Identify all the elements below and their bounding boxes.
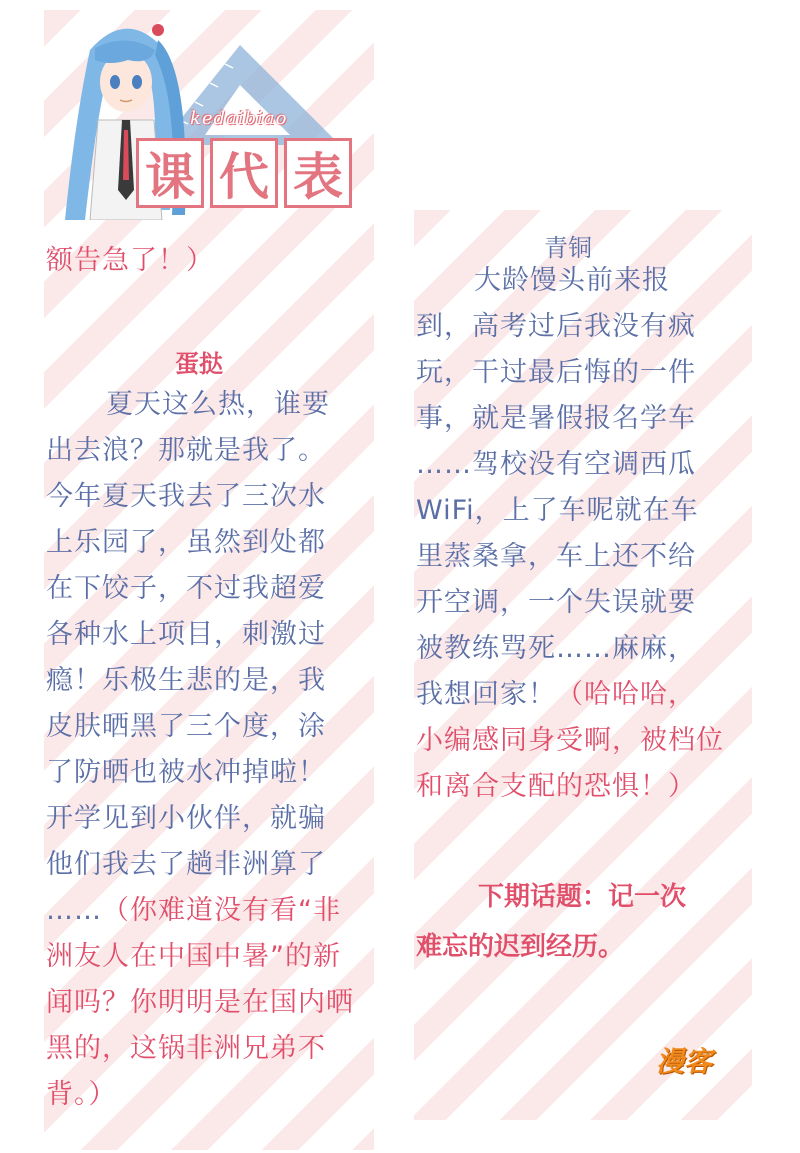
author-name: 蛋挞: [175, 350, 223, 378]
text-line: 瘾！乐极生悲的是，我: [46, 665, 326, 696]
text-line: 玩，干过最后悔的一件: [416, 357, 696, 388]
text-line: 在下饺子，不过我超爱: [46, 573, 326, 604]
title-char: 代: [210, 138, 278, 208]
text-line: 到，高考过后我没有疯: [416, 311, 696, 342]
text-line: 上乐园了，虽然到处都: [46, 527, 326, 558]
text-line: WiFi，上了车呢就在车: [416, 495, 699, 526]
column-title: [136, 138, 352, 212]
text-line: 里蒸桑拿，车上还不给: [416, 541, 696, 572]
text-line: 了防晒也被水冲掉啦！: [46, 757, 326, 788]
previous-reply-ending: 额告急了！）: [46, 245, 214, 276]
title-char: 课: [136, 138, 204, 208]
editor-reply-line: 小编感同身受啊，被档位: [416, 725, 724, 756]
title-char: 表: [284, 138, 352, 208]
text-line: 事，就是暑假报名学车: [416, 403, 696, 434]
letter-body: [46, 382, 354, 1118]
editor-reply: （你难道没有看“非: [102, 895, 341, 926]
text-line: 开空调，一个失误就要: [416, 587, 696, 618]
text-line: [416, 672, 724, 718]
text-line: 今年夏天我去了三次水: [46, 481, 326, 512]
editor-reply-line: 黑的，这锅非洲兄弟不: [46, 1033, 326, 1064]
pinyin-subtitle: kedaibiao: [190, 108, 288, 129]
text-line: 皮肤晒黑了三个度，涂: [46, 711, 326, 742]
editor-reply-line: 背。）: [46, 1079, 117, 1110]
text-line: 开学见到小伙伴，就骗: [46, 803, 326, 834]
editor-reply: （哈哈哈，: [556, 679, 696, 710]
next-topic-line: 下期话题：记一次: [478, 882, 687, 912]
text-line: 出去浪？那就是我了。: [46, 435, 326, 466]
text-line: [46, 888, 354, 934]
letter-body: [416, 258, 724, 810]
text-line: ……驾校没有空调西瓜: [416, 449, 696, 480]
next-topic-line: 难忘的迟到经历。: [416, 932, 625, 962]
text-line: 大龄馒头前来报: [474, 265, 670, 296]
author-name: 青铜: [544, 234, 592, 262]
editor-reply-line: 和离合支配的恐惧！）: [416, 771, 696, 802]
ellipsis-text: ……: [46, 895, 102, 926]
text-line: 他们我去了趟非洲算了: [46, 849, 326, 880]
editor-reply-line: 闻吗？你明明是在国内晒: [46, 987, 354, 1018]
editor-reply-line: 洲友人在中国中暑”的新: [46, 941, 341, 972]
text-line: 各种水上项目，刺激过: [46, 619, 326, 650]
manke-logo: 漫客: [656, 1045, 713, 1078]
text-line: 夏天这么热，谁要: [106, 389, 330, 420]
letter-text: 我想回家！: [416, 679, 556, 710]
text-line: 被教练骂死……麻麻，: [416, 633, 696, 664]
